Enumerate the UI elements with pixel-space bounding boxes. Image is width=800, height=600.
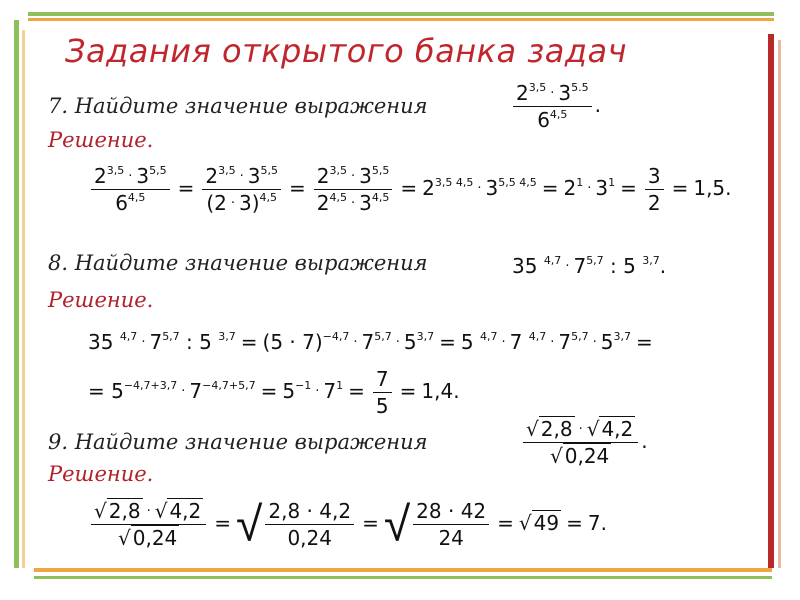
task-9-expression: $\frac{√ 2,8 \cdot √ 4,2}{√ 0,24}$ . <box>520 418 648 467</box>
task-8-solution-line-2: = $5^{-4,7+3,7} \cdot 7^{-4,7+5,7} = 5^{-1} \cdot 7^1$ = $\frac{7}{5}$ = 1,4. <box>88 367 460 418</box>
task-7-label: 7. Найдите значение выражения <box>48 94 428 118</box>
task-8-label: 8. Найдите значение выражения <box>48 251 428 275</box>
task-7-solution-math: $\frac{2^{3,5} \cdot 3^{5,5}}{6^{4,5}}$ = $\frac{2^{3,5} \cdot 3^{5,5}}{(2 \cdot 3)^{4,5}}$ = $\frac{2^{3,5} \cdot 3^{5,5}}{2^{4,5} \cdot 3^{4,5}}$ = $2^{3,5 4,5} \cdot 3^{5,5 4,5} = 2^1 \cdot 3^1$ = $\frac{3}{2}$ = 1,5. <box>88 165 732 214</box>
top-border-orange <box>28 18 774 21</box>
bottom-border-orange <box>34 568 772 572</box>
task-8-solution-line-1: 35 $^{4,7} \cdot 7^{5,7}$ : 5 $^{3,7} = (5 \cdot 7)^{-4,7} \cdot 7^{5,7} \cdot 5^{3,7} = 5$ $^{4,7}$ · 7 $^{4,7} \cdot 7^{5,7} \cdot 5^{3,7}$ = <box>88 330 653 354</box>
task-8-expression: 35 $^{4,7} \cdot 7^{5,7}$ : 5 $^{3,7}$. <box>512 254 667 278</box>
task-7-solution-label: Решение. <box>48 128 154 152</box>
task-9-label: 9. Найдите значение выражения <box>48 430 428 454</box>
left-border-green <box>14 20 19 568</box>
top-border-green <box>28 12 774 16</box>
slide-title: Задания открытого банка задач <box>65 32 628 70</box>
task-9-solution-label: Решение. <box>48 462 154 486</box>
right-border-red <box>768 34 774 568</box>
left-border-orange <box>22 30 25 568</box>
task-8-solution-label: Решение. <box>48 288 154 312</box>
task-9-solution-math: $\frac{√ 2,8 \cdot √ 4,2}{√ 0,24}$ = √ $\frac{2,8 \cdot 4,2}{0,24}$ = √ $\frac{28 \cdot 42}{24}$ = √ 49 = 7. <box>88 500 607 549</box>
task-7-expression: $\frac{2^{3,5} \cdot 3^{5.5}}{6^{4,5}}$ . <box>510 82 601 131</box>
bottom-border-green <box>34 576 772 579</box>
right-border-red-light <box>778 40 781 568</box>
